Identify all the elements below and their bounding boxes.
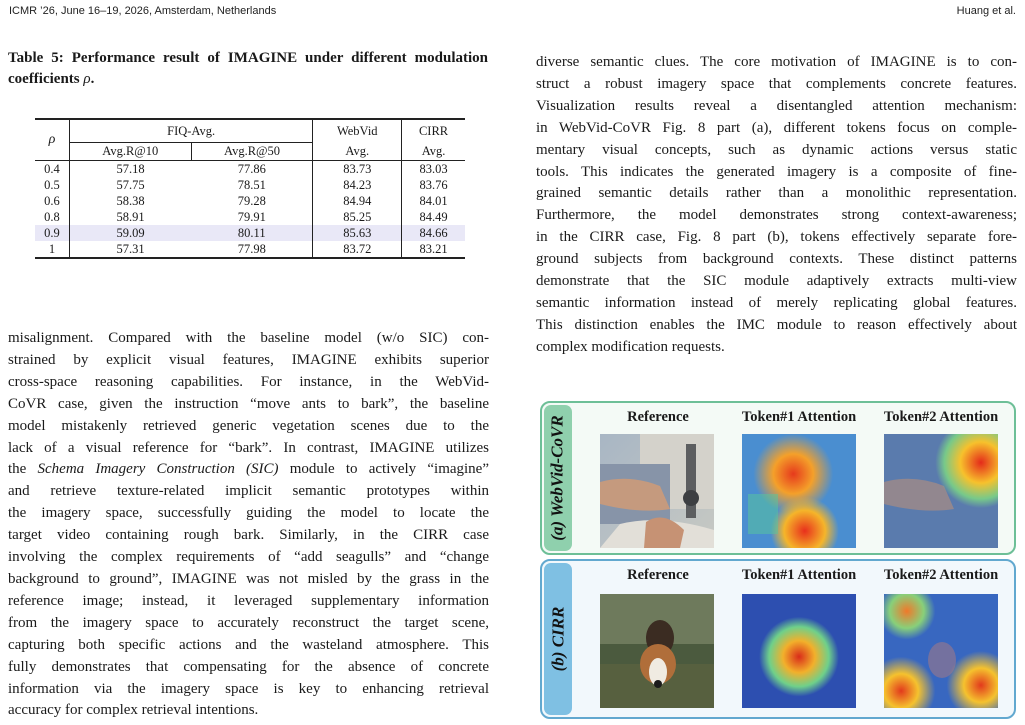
column-header-reference: Reference bbox=[627, 409, 689, 425]
cell-r50: 77.86 bbox=[191, 161, 313, 178]
text-line: model mistakenly retrieved generic vegetation scenes due to the bbox=[8, 417, 489, 434]
sic-module-name: Schema Imagery Construction (SIC) bbox=[37, 461, 279, 478]
cell-r50: 80.11 bbox=[191, 225, 313, 241]
text-line: CoVR case, given the instruction “move ants to bark”, the baseline bbox=[8, 395, 489, 412]
rho-header: ρ bbox=[35, 119, 69, 161]
running-head-venue: ICMR ’26, June 16–19, 2026, Amsterdam, Netherlands bbox=[9, 5, 277, 17]
reference-image-dog bbox=[600, 594, 714, 708]
text-line: involving the complex requirements of “add seagulls” and “change bbox=[8, 549, 489, 566]
token1-attention-heatmap-b bbox=[742, 594, 856, 708]
text-line: tools. This indicates the generated imagery is a composite of fine- bbox=[536, 163, 1017, 180]
cell-r10: 58.38 bbox=[116, 193, 145, 208]
running-head-authors: Huang et al. bbox=[956, 5, 1016, 17]
sub-header-webvid-avg: Avg. bbox=[313, 143, 402, 161]
cell-r10: 57.18 bbox=[69, 161, 191, 178]
column-header-token2: Token#2 Attention bbox=[883, 567, 999, 583]
cell-cirr: 84.49 bbox=[419, 209, 448, 224]
cell-rho: 0.4 bbox=[35, 161, 69, 178]
cell-webvid: 84.94 bbox=[313, 193, 402, 209]
text-line: in WebVid-CoVR Fig. 8 part (a), different tokens focus on comple- bbox=[536, 119, 1017, 136]
cirr-header: CIRR bbox=[402, 119, 465, 143]
cell-cirr: 84.66 bbox=[402, 225, 465, 241]
table-caption-symbol: ρ bbox=[83, 71, 91, 87]
text-line: the imagery space, successfully guiding the model to locate the bbox=[8, 505, 489, 522]
text-line: from the imagery space to accurately reconstruct the target scene, bbox=[8, 614, 489, 631]
text-line: Visualization results reveal a disentangled attention mechanism: bbox=[536, 97, 1017, 114]
right-column-paragraph bbox=[536, 52, 1017, 359]
cell-cirr: 83.03 bbox=[402, 161, 465, 178]
text-line: demonstrate that the SIC module adaptively extracts multi-view bbox=[536, 273, 1017, 290]
text-line: struct a robust imagery space that complements concrete features. bbox=[536, 75, 1017, 92]
text-line: Furthermore, the model demonstrates strong context-awareness; bbox=[536, 207, 1017, 224]
text-line: target video containing rough bark. Similarly, in the CIRR case bbox=[8, 527, 489, 544]
text-line: complex modification requests. bbox=[536, 338, 725, 355]
cell-r10: 57.31 bbox=[69, 241, 191, 258]
column-header-token1: Token#1 Attention bbox=[741, 567, 857, 583]
text-line: grained semantic details rather than a monolithic representation. bbox=[536, 185, 1017, 202]
sub-header-r50: Avg.R@50 bbox=[191, 143, 313, 161]
text-line: strained by explicit visual features, IMAGINE exhibits superior bbox=[8, 351, 489, 368]
results-table bbox=[35, 118, 465, 259]
text-line: cross-space reasoning capabilities. For instance, in the WebVid- bbox=[8, 373, 489, 390]
figure-panel-webvid-covr bbox=[540, 401, 1016, 555]
cell-r50: 79.91 bbox=[191, 209, 313, 225]
sub-header-cirr-avg: Avg. bbox=[402, 143, 465, 161]
column-header-reference: Reference bbox=[627, 567, 689, 583]
text-line: information via the imagery space is key to enhancing retrieval bbox=[8, 680, 489, 697]
cell-r50: 77.98 bbox=[191, 241, 313, 258]
column-header-token1: Token#1 Attention bbox=[741, 409, 857, 425]
text-line: capturing both specific actions and the wasteland atmosphere. This bbox=[8, 636, 489, 653]
text-line: mentary visual concepts, such as dynamic actions versus static bbox=[536, 141, 1017, 158]
text-line: semantic information instead of merely replicating global features. bbox=[536, 294, 1017, 311]
text-line bbox=[8, 459, 489, 481]
text-fragment: the bbox=[8, 461, 38, 478]
column-header-token2: Token#2 Attention bbox=[883, 409, 999, 425]
text-line: lack of a visual reference for “bark”. In contrast, IMAGINE utilizes bbox=[8, 439, 489, 456]
webvid-header: WebVid bbox=[313, 119, 402, 143]
text-line: background to ground”, IMAGINE was not misled by the grass in the bbox=[8, 570, 489, 587]
running-head bbox=[9, 5, 1016, 19]
table-caption-text: Table 5: Performance result of IMAGINE under different modulation coefficients bbox=[8, 50, 488, 87]
cell-webvid: 83.73 bbox=[313, 161, 402, 178]
text-line: misalignment. Compared with the baseline model (w/o SIC) con- bbox=[8, 330, 489, 346]
cell-webvid: 83.72 bbox=[313, 241, 402, 258]
table-row bbox=[35, 209, 465, 225]
panel-b-label: (b) CIRR bbox=[548, 606, 567, 672]
cell-rho: 0.5 bbox=[35, 177, 69, 193]
cell-webvid: 85.63 bbox=[313, 225, 402, 241]
cell-r50: 78.51 bbox=[191, 177, 313, 193]
panel-b-label-bar bbox=[544, 563, 572, 715]
panel-a-label-bar bbox=[544, 405, 572, 551]
figure-panel-cirr bbox=[540, 559, 1016, 719]
table-caption bbox=[8, 48, 488, 90]
text-fragment: module to actively “imagine” bbox=[278, 461, 489, 478]
cell-rho: 0.9 bbox=[35, 225, 69, 241]
cell-webvid: 84.23 bbox=[313, 177, 402, 193]
cell-cirr: 84.01 bbox=[419, 193, 448, 208]
cell-r10: 58.91 bbox=[116, 209, 145, 224]
table-row-highlighted bbox=[35, 225, 465, 241]
text-line: ground subjects from background contexts. These distinct patterns bbox=[536, 251, 1017, 268]
text-line: accuracy for complex retrieval intentions. bbox=[8, 702, 259, 719]
text-line: in the CIRR case, Fig. 8 part (b), tokens effectively separate fore- bbox=[536, 229, 1017, 246]
cell-r10: 59.09 bbox=[69, 225, 191, 241]
sub-header-r10: Avg.R@10 bbox=[69, 143, 191, 161]
text-line: This distinction enables the IMC module to reason effectively about bbox=[536, 316, 1017, 333]
text-line: reference image; instead, it leveraged supplementary information bbox=[8, 592, 489, 609]
token1-attention-heatmap-a bbox=[742, 434, 856, 548]
cell-cirr: 83.76 bbox=[419, 177, 448, 192]
cell-rho: 0.6 bbox=[35, 193, 69, 209]
text-line: and retrieve texture-related implicit semantic prototypes within bbox=[8, 483, 489, 500]
cell-webvid: 85.25 bbox=[313, 209, 402, 225]
cell-rho: 0.8 bbox=[35, 209, 69, 225]
cell-r50: 79.28 bbox=[191, 193, 313, 209]
table-row bbox=[35, 177, 465, 193]
table-caption-end: . bbox=[90, 71, 95, 87]
cell-rho: 1 bbox=[35, 241, 69, 258]
fiq-header: FIQ-Avg. bbox=[69, 119, 313, 143]
token2-attention-heatmap-a bbox=[884, 434, 998, 548]
table-row bbox=[35, 161, 465, 178]
left-column-paragraph bbox=[8, 328, 489, 722]
reference-image-hands bbox=[600, 434, 714, 548]
cell-r10: 57.75 bbox=[116, 177, 145, 192]
text-line: fully demonstrates that compensating for the absence of concrete bbox=[8, 658, 489, 675]
cell-cirr: 83.21 bbox=[402, 241, 465, 258]
table-row bbox=[35, 193, 465, 209]
panel-a-label: (a) WebVid-CoVR bbox=[548, 415, 567, 541]
token2-attention-heatmap-b bbox=[884, 594, 998, 708]
text-line: diverse semantic clues. The core motivation of IMAGINE is to con- bbox=[536, 54, 1017, 70]
table-row bbox=[35, 241, 465, 258]
